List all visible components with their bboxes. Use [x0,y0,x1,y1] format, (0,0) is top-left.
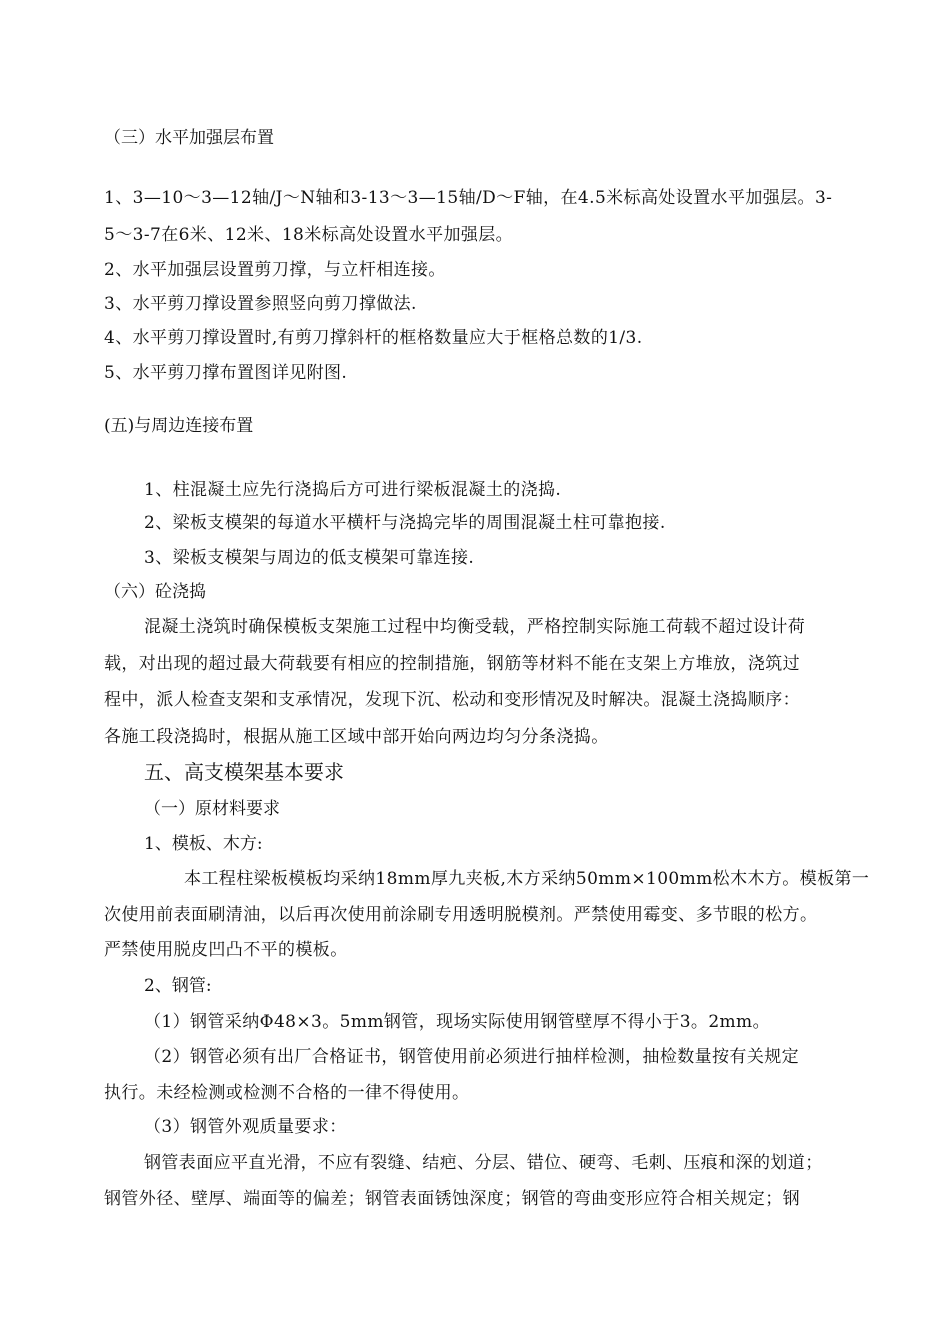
paragraph-line: 钢管外径、壁厚、端面等的偏差；钢管表面锈蚀深度；钢管的弯曲变形应符合相关规定；钢 [104,1189,800,1209]
list-item: 2、梁板支模架的每道水平横杆与浇捣完毕的周围混凝土柱可靠抱接. [144,513,666,533]
list-item: 5、水平剪刀撑布置图详见附图. [104,363,348,383]
chapter-heading: 五、高支模架基本要求 [144,760,344,784]
section-heading-3: （三）水平加强层布置 [104,128,274,148]
paragraph-line: 本工程柱梁板模板均采纳18mm厚九夹板,木方采纳50mm×100mm松木木方。模板第一 [184,869,870,889]
section-heading-6: （六）砼浇捣 [104,582,206,602]
paragraph-line: （2）钢管必须有出厂合格证书，钢管使用前必须进行抽样检测，抽检数量按有关规定 [144,1047,800,1067]
paragraph-line: （3）钢管外观质量要求： [144,1117,347,1137]
paragraph-line: 次使用前表面刷清油，以后再次使用前涂刷专用透明脱模剂。严禁使用霉变、多节眼的松方。 [104,905,818,925]
list-item: 3、梁板支模架与周边的低支模架可靠连接. [144,548,475,568]
list-item: 4、水平剪刀撑设置时,有剪刀撑斜杆的框格数量应大于框格总数的1/3. [104,328,643,348]
paragraph-line: 1、3—10～3—12轴/J～N轴和3-13～3—15轴/D～F轴，在4.5米标高处设置水平加强层。3- [104,188,833,208]
paragraph-line: 钢管表面应平直光滑，不应有裂缝、结疤、分层、错位、硬弯、毛刺、压痕和深的划道； [144,1153,823,1173]
item-heading: 2、钢管: [144,976,212,996]
paragraph-line: 5～3-7在6米、12米、18米标高处设置水平加强层。 [104,225,514,245]
section-heading-5: (五)与周边连接布置 [104,416,254,436]
subsection-heading: （一）原材料要求 [144,799,280,819]
item-heading: 1、模板、木方: [144,834,263,854]
paragraph-line: 载，对出现的超过最大荷载要有相应的控制措施，钢筋等材料不能在支架上方堆放，浇筑过 [104,654,800,674]
list-item: 3、水平剪刀撑设置参照竖向剪刀撑做法. [104,294,417,314]
paragraph-line: 执行。未经检测或检测不合格的一律不得使用。 [104,1083,470,1103]
paragraph-line: 程中，派人检查支架和支承情况，发现下沉、松动和变形情况及时解决。混凝土浇捣顺序： [104,690,800,710]
list-item: 2、水平加强层设置剪刀撑，与立杆相连接。 [104,260,446,280]
paragraph-line: （1）钢管采纳Φ48×3。5mm钢管，现场实际使用钢管壁厚不得小于3。2mm。 [144,1012,770,1032]
paragraph-line: 各施工段浇捣时，根据从施工区域中部开始向两边均匀分条浇捣。 [104,727,609,747]
paragraph-line: 混凝土浇筑时确保模板支架施工过程中均衡受载，严格控制实际施工荷载不超过设计荷 [144,617,806,637]
paragraph-line: 严禁使用脱皮凹凸不平的模板。 [104,940,348,960]
list-item: 1、柱混凝土应先行浇捣后方可进行梁板混凝土的浇捣. [144,480,562,500]
